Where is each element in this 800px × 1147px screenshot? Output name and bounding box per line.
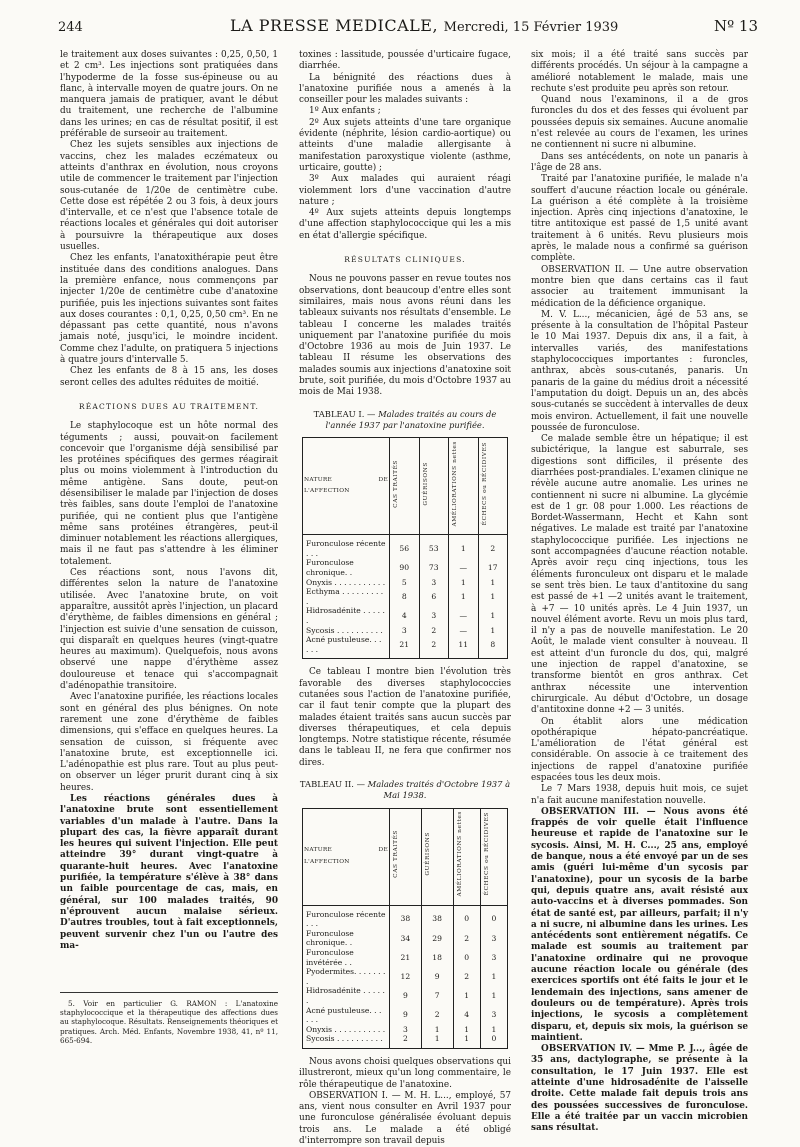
table-label: TABLEAU I. — — [313, 408, 376, 419]
section-heading: RÉSULTATS CLINIQUES. — [344, 255, 466, 265]
table-row: Pyodermites. . . . . . . . 12 9 2 1 — [303, 967, 508, 986]
table-header: CAS TRAITÉS — [390, 438, 420, 535]
paragraph: Dans ses antécédents, on note un panaris à l'âge de 28 ans. — [531, 151, 748, 173]
table-row: Acné pustuleuse. . . . . . 9 2 4 3 — [303, 1006, 508, 1025]
list-item: 4º Aux sujets atteints depuis longtemps d'une affection staphylococcique qui les a mis en état d'allergie spécifique. — [299, 208, 511, 241]
paragraph: Ces réactions sont, nous l'avons dit, différentes selon la nature de l'anatoxine utilisée. Avec l'anatoxine brute, on voit apparaître, aussitôt après l'injection, un placard d'érythème, de faibles dimensions en général ; l'injection est suivie d'une sensation de cuisson, qui disparaît en quelques heures (vingt-quatre heures au maximum). Quelquefois, nous avons observé une nappe d'érythème assez douloureuse et tenace qui s'accompagnait d'adénopathie transitoire. — [60, 568, 278, 692]
column-right — [531, 50, 748, 1135]
observation-paragraph: OBSERVATION IV. — Mme P. J..., âgée de 35 ans, dactylographe, se présente à la consultation, le 17 Juin 1937. Elle est atteinte d'une hidrosadénite de l'aisselle droite. Cette malade fait depuis trois ans des poussées successives de furonculose. Elle a été traitée par un vaccin microbien sans résultat. — [531, 1044, 748, 1134]
table-header: AMÉLIORATIONS nettes — [453, 808, 480, 905]
table-title: Malades traités d'Octobre 1937 à Mai 1938. — [367, 779, 511, 801]
paragraph: le traitement aux doses suivantes : 0,25, 0,50, 1 et 2 cm³. Les injections sont pratiquées dans l'hypoderme de la fosse sus-épineuse ou au flanc, à intervalle moyen de quatre jours. On ne manquera jamais de pratiquer, avant le début du traitement, une recherche de l'albumine dans les urines; en cas de résultat positif, il est préférable de surseoir au traitement. — [60, 50, 278, 140]
table-row: Furonculose chronique. . 34 29 2 3 — [303, 929, 508, 948]
list-item: 1º Aux enfants ; — [309, 106, 381, 117]
table-row: Sycosis . . . . . . . . . . 2 1 1 0 — [303, 1034, 508, 1048]
table-caption — [299, 409, 511, 432]
table-row: Onyxis . . . . . . . . . . . 5 3 1 1 — [303, 578, 508, 588]
table-row: Acné pustuleuse. . . . . . 21 2 11 8 — [303, 635, 508, 659]
table-row: Onyxis . . . . . . . . . . . 3 1 1 1 — [303, 1025, 508, 1035]
issue-number: Nº 13 — [713, 17, 758, 35]
table-row: Furonculose invétérée . . 21 18 0 3 — [303, 948, 508, 967]
column-left — [60, 50, 278, 952]
table-caption — [299, 779, 511, 802]
footnote-text: 5. Voir en particulier G. RAMON : L'anatoxine staphylococcique et la thérapeutique des affections dues au staphylocoque. Résultats. Renseignements théoriques et pratiques. Arch. Méd. Enfants, Novembre 1938, 41, nº 11, 665-694. — [60, 999, 278, 1045]
journal-title — [230, 16, 618, 35]
observation-paragraph: OBSERVATION I. — M. H. L..., employé, 57 ans, vient nous consulter en Avril 1937 pour une furonculose généralisée évoluant depuis trois ans. Le malade a été obligé d'interrompre son travail depuis — [299, 1090, 511, 1146]
issue-date: Mercredi, 15 Février 1939 — [443, 20, 619, 35]
section-heading: RÉACTIONS DUES AU TRAITEMENT. — [78, 401, 260, 411]
table-row: Sycosis . . . . . . . . . . 3 2 — 1 — [303, 626, 508, 636]
paragraph: Chez les enfants de 8 à 15 ans, les doses seront celles des adultes réduites de moitié. — [60, 366, 278, 388]
list-item: 3º Aux malades qui auraient réagi violemment lors d'une vaccination d'autre nature ; — [299, 174, 511, 207]
paragraph: Traité par l'anatoxine purifiée, le malade n'a souffert d'aucune réaction locale ou générale. La guérison a été complète à la troisième injection. Après cinq injections d'anatoxine, le titre antitoxique est passé de 1,5 unité avant traitement à 6 unités. Revu plusieurs mois après, le malade nous a confirmé sa guérison complète. — [531, 174, 748, 264]
table-header: NATURE DE L'AFFECTION — [303, 438, 390, 535]
paragraph: M. V. L..., mécanicien, âgé de 53 ans, se présente à la consultation de l'hôpital Pasteur le 10 Mai 1937. Depuis dix ans, il a fait, à intervalles variés, des manifestations staphylococciques importantes : furoncles, anthrax, abcès sous-cutanés, panaris. Un panaris de la gaine du médius droit a nécessité l'amputation du doigt. Depuis un an, des abcès sous-cutanés se succèdent à intervalles de deux mois environ. Actuellement, il fait une nouvelle poussée de furonculose. — [531, 309, 748, 433]
paragraph: Les réactions générales dues à l'anatoxine brute sont essentiellement variables d'un malade à l'autre. Dans la plupart des cas, la fièvre apparaît durant les heures qui suivent l'injection. Elle peut atteindre 39° durant vingt-quatre à quarante-huit heures. Avec l'anatoxine purifiée, la température s'élève à 38° dans un faible pourcentage de cas, mais, en général, sur 100 malades traités, 90 n'éprouvent aucun malaise sérieux. D'autres troubles, tout à fait exceptionnels, peuvent survenir chez l'un ou l'autre des ma- — [60, 794, 278, 951]
paragraph: La bénignité des réactions dues à l'anatoxine purifiée nous a amenés à la conseiller pour les malades suivants : — [299, 72, 511, 106]
paragraph: Nous avons choisi quelques observations qui illustreront, mieux qu'un long commentaire, le rôle thérapeutique de l'anatoxine. — [299, 1056, 511, 1090]
table-header: CAS TRAITÉS — [390, 808, 422, 905]
table-row: Furonculose chronique. . 90 73 — 17 — [303, 558, 508, 577]
table-label: TABLEAU II. — — [299, 779, 365, 789]
paragraph: Le 7 Mars 1938, depuis huit mois, ce sujet n'a fait aucune manifestation nouvelle. — [531, 784, 748, 806]
results-table-2 — [302, 808, 508, 1049]
paragraph: Chez les sujets sensibles aux injections de vaccins, chez les malades eczémateux ou atteints d'anthrax en évolution, nous croyons utile de commencer le traitement par l'injection sous-cutanée de 1/20e de centimètre cube. Cette dose est répétée 2 ou 3 fois, à deux jours d'intervalle, et ce n'est que l'absence totale de réactions locales et générales qui doit autoriser à poursuivre la thérapeutique aux doses usuelles. — [60, 140, 278, 253]
page-number: 244 — [58, 20, 83, 35]
table-header: ÉCHECS ou RÉCIDIVES — [480, 808, 507, 905]
table-header: ÉCHECS ou RÉCIDIVES — [478, 438, 508, 535]
table-row: Hidrosadénite . . . . . . 4 3 — 1 — [303, 606, 508, 625]
paragraph: Quand nous l'examinons, il a de gros furoncles du dos et des fesses qui évoluent par poussées depuis six semaines. Aucune anomalie n'est relevée au cours de l'examen, les urines ne contiennent ni sucre ni albumine. — [531, 95, 748, 151]
paragraph: six mois; il a été traité sans succès par différents procédés. Un séjour à la campagne a amélioré notablement le malade, mais une rechute s'est produite peu après son retour. — [531, 50, 748, 94]
table-row: Hidrosadénite . . . . . . 9 7 1 1 — [303, 986, 508, 1005]
table-row: Ecthyma . . . . . . . . . . 8 6 1 1 — [303, 587, 508, 606]
page-header — [58, 12, 758, 42]
table-header: GUÉRISONS — [421, 808, 453, 905]
table-row: Furonculose récente . . . 38 38 0 0 — [303, 905, 508, 929]
observation-paragraph: OBSERVATION III. — Nous avons été frappés de voir quelle était l'influence heureuse et rapide de l'anatoxine sur le sycosis. Ainsi, M. H. C..., 25 ans, employé de banque, nous a été envoyé par un de ses amis (guéri lui-même d'un sycosis par l'anatoxine), pour un sycosis de la barbe qui, depuis quatre ans, avait résisté aux auto-vaccins et à diverses pommades. Son état de santé est, par ailleurs, parfait; il n'y a ni sucre, ni albumine dans les urines. Les antécédents sont entièrement négatifs. Ce malade est soumis au traitement par l'anatoxine ordinaire qui ne provoque aucune réaction locale ou générale (des exercices sportifs ont été faits le jour et le lendemain des injections, sans amener de douleurs ou de température). Après trois injections, le sycosis a complètement disparu, et, depuis six mois, la guérison se maintient. — [531, 806, 748, 1043]
column-middle — [299, 50, 511, 1147]
paragraph: Nous ne pouvons passer en revue toutes nos observations, dont beaucoup d'entre elles sont similaires, mais nous avons réuni dans les tableaux suivants nos résultats d'ensemble. Le tableau I concerne les malades traités uniquement par l'anatoxine purifiée du mois d'Octobre 1936 au mois de Juin 1937. Le tableau II résume les observations des malades soumis aux injections d'anatoxine soit brute, soit purifiée, du mois d'Octobre 1937 au mois de Mai 1938. — [299, 274, 511, 398]
paragraph: Le staphylocoque est un hôte normal des téguments ; aussi, pouvait-on facilement concevoir que l'organisme déjà sensibilisé par les protéines spécifiques des germes réagirait plus ou moins violemment à l'introduction du même antigène. Sans doute, peut-on désensibiliser le malade par l'injection de doses très faibles, sans doute l'emploi de l'anatoxine purifiée, qui ne contient plus que l'antigène même sans protéines étrangères, peut-il diminuer notablement les réactions allergiques, mais il ne faut pas s'attendre à les éliminer totalement. — [60, 421, 278, 567]
table-header: GUÉRISONS — [419, 438, 449, 535]
paragraph: Ce tableau I montre bien l'évolution très favorable des diverses staphylococcies cutanées sous l'action de l'anatoxine purifiée, car il faut tenir compte que la plupart des malades étaient traités sans aucun succès par diverses thérapeutiques, et cela depuis longtemps. Notre statistique récente, résumée dans le tableau II, ne fera que confirmer nos dires. — [299, 667, 511, 768]
paragraph: toxines : lassitude, poussée d'urticaire fugace, diarrhée. — [299, 50, 511, 72]
journal-name: LA PRESSE MEDICALE, — [230, 16, 439, 35]
paragraph: Ce malade semble être un hépatique; il est subictérique, la langue est saburrale, ses digestions sont difficiles, il présente des diarrhées post-prandiales. L'examen clinique ne révèle aucune autre anomalie. Les urines ne contiennent ni sucre ni albumine. La glycémie est de 1 gr. 08 pour 1.000. Les réactions de Bordet-Wassermann, Hecht et Kahn sont négatives. Le malade est traité par l'anatoxine staphylococcique purifiée. Les injections ne sont accompagnées d'aucune réaction notable. Après avoir reçu cinq injections, tous les éléments furonculeux ont disparu et le malade se sent très bien. Le taux d'antitoxine du sang est passé de +1 —2 unités avant le traitement, à +7 — 10 unités après. Le 4 Juin 1937, un nouvel élément avorte. Revu un mois plus tard, il n'y a pas de nouvelle manifestation. Le 20 Août, le malade vient consulter à nouveau. Il est atteint d'un furoncle du dos, qui, malgré une injection de rappel d'anatoxine, se transforme bientôt en gros anthrax. Cet anthrax nécessite une intervention chirurgicale. Au début d'Octobre, un dosage d'antitoxine donne +2 — 3 unités. — [531, 434, 748, 716]
paragraph: On établit alors une médication opothérapique hépato-pancréatique. L'amélioration de l'état général est considérable. On associe à ce traitement des injections de rappel d'anatoxine purifiée espacées tous les deux mois. — [531, 716, 748, 783]
observation-paragraph: OBSERVATION II. — Une autre observation montre bien que dans certains cas il faut associer au traitement immunisant la médication de la déficience organique. — [531, 264, 748, 309]
table-header: AMÉLIORATIONS nettes — [449, 438, 479, 535]
results-table-1 — [302, 437, 508, 659]
table-row: Furonculose récente . . . 56 53 1 2 — [303, 535, 508, 559]
footnote — [60, 992, 278, 1045]
table-header: NATURE DE L'AFFECTION — [303, 808, 390, 905]
table-title: Malades traités au cours de l'année 1937 par l'anatoxine purifiée. — [325, 408, 497, 430]
paragraph: Avec l'anatoxine purifiée, les réactions locales sont en général des plus bénignes. On note rarement une zone d'érythème de faibles dimensions, qui s'efface en quelques heures. La sensation de cuisson, si fréquente avec l'anatoxine brute, est exceptionnelle ici. L'adénopathie est plus rare. Tout au plus peut-on observer un léger prurit durant cinq à six heures. — [60, 692, 278, 793]
list-item: 2º Aux sujets atteints d'une tare organique évidente (néphrite, lésion cardio-aortique) ou atteints d'une maladie allergisante à manifestation paroxystique violente (asthme, urticaire, goutte) ; — [299, 117, 511, 173]
paragraph: Chez les enfants, l'anatoxithérapie peut être instituée dans des conditions analogues. Dans la première enfance, nous commençons par injecter 1/20e de centimètre cube d'anatoxine purifiée, puis les injections suivantes sont faites aux doses courantes : 0,1, 0,25, 0,50 cm³. En ne dépassant pas cette quantité, nous n'avons jamais noté, jusqu'ici, le moindre incident. Comme chez l'adulte, on pratiquera 5 injections à quatre jours d'intervalle 5. — [60, 253, 278, 366]
